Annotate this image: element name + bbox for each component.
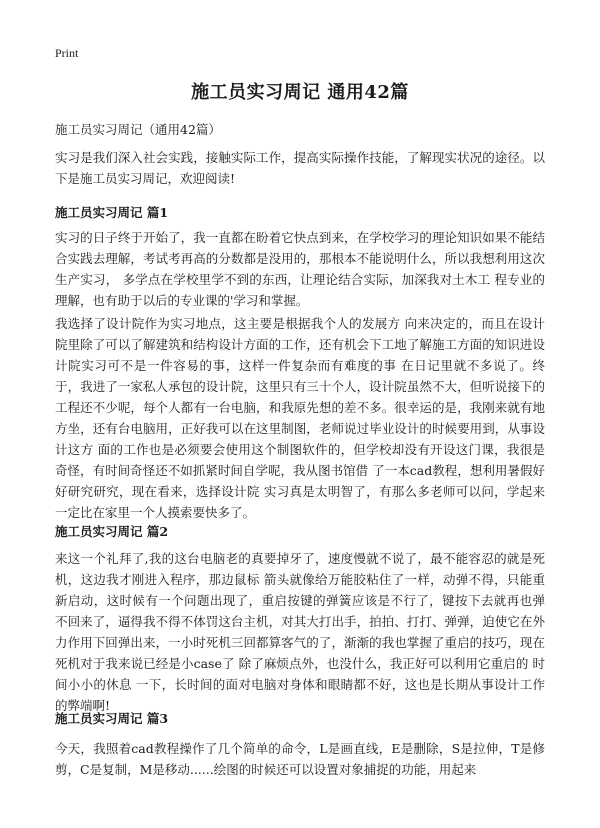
intro-paragraph: 实习是我们深入社会实践，接触实际工作，提高实际操作技能，了解现实状况的途径。以下是施工员实习周记，欢迎阅读!	[55, 150, 545, 186]
section-heading-2: 施工员实习周记 篇2	[55, 524, 169, 539]
section-3-paragraph-1: 今天，我照着cad教程操作了几个简单的命令，L是画直线，E是删除，S是拉伸，T是修剪，C是复制，M是移动......绘图的时候还可以设置对象捕捉的功能，用起来	[55, 741, 545, 777]
section-2-paragraph-1: 来这一个礼拜了,我的这台电脑老的真要掉牙了，速度慢就不说了，最不能容忍的就是死机，这边我才刚进入程序，那边鼠标 箭头就像给万能胶粘住了一样，动弹不得，只能重新启动，这时候有一个问题出现了，重启按键的弹簧应该是不行了，键按下去就再也弹 不回来了，逼得我不得不体罚这台主机，对其大打出手，拍拍、打打、弹弹，迫使它在外力作用下回弹出来，一小时死机三回都算客气的了，渐渐的我也掌握了重启的技巧，现在死机对于我来说已经是小case了 除了麻烦点外，也没什么，我正好可以利用它重启的 时间小小的休息 一下，长时间的面对电脑对身体和眼睛都不好，这也是长期从事设计工作的弊端啊!	[55, 551, 545, 713]
page-title: 施工员实习周记 通用42篇	[191, 82, 409, 103]
document-subtitle: 施工员实习周记（通用42篇）	[55, 122, 221, 137]
section-1-paragraph-1: 实习的日子终于开始了，我一直都在盼着它快点到来，在学校学习的理论知识如果不能结合实践去理解，考试考再高的分数都是没用的，那根本不能说明什么，所以我想利用这次生产实习， 多学点在学校里学不到的东西，让理论结合实际，加深我对土木工 程专业的理解，也有助于以后的专业课的'学习和掌握。	[55, 230, 545, 308]
section-1-paragraph-2: 我选择了设计院作为实习地点，这主要是根据我个人的发展方 向来决定的，而且在设计院里除了可以了解建筑和结构设计方面的工作，还有机会下工地了解施工方面的知识进设计院实习可不是一件容易的事，这样一件复杂而有难度的事 在日记里就不多说了。终于，我进了一家私人承包的设计院，这里只有三十个人，设计院虽然不大，但听说接下的工程还不少呢，每个人都有一台电脑，和我原先想的差不多。很幸运的是，我刚来就有地方坐，还有台电脑用，正好我可以在这里制图，老师说过毕业设计的时候要用到，从事设计这方 面的工作也是必须要会使用这个制图软件的，但学校却没有开设这门课，我很是奇怪，有时间奇怪还不如抓紧时间自学呢，我从图书馆借 了一本cad教程，想利用暑假好好研究研究，现在看来，选择设计院 实习真是太明智了，有那么多老师可以问，学起来一定比在家里一个人摸索要快多了。	[55, 316, 545, 520]
print-link[interactable]: Print	[55, 46, 79, 60]
section-heading-1: 施工员实习周记 篇1	[55, 205, 169, 220]
section-heading-3: 施工员实习周记 篇3	[55, 711, 169, 726]
